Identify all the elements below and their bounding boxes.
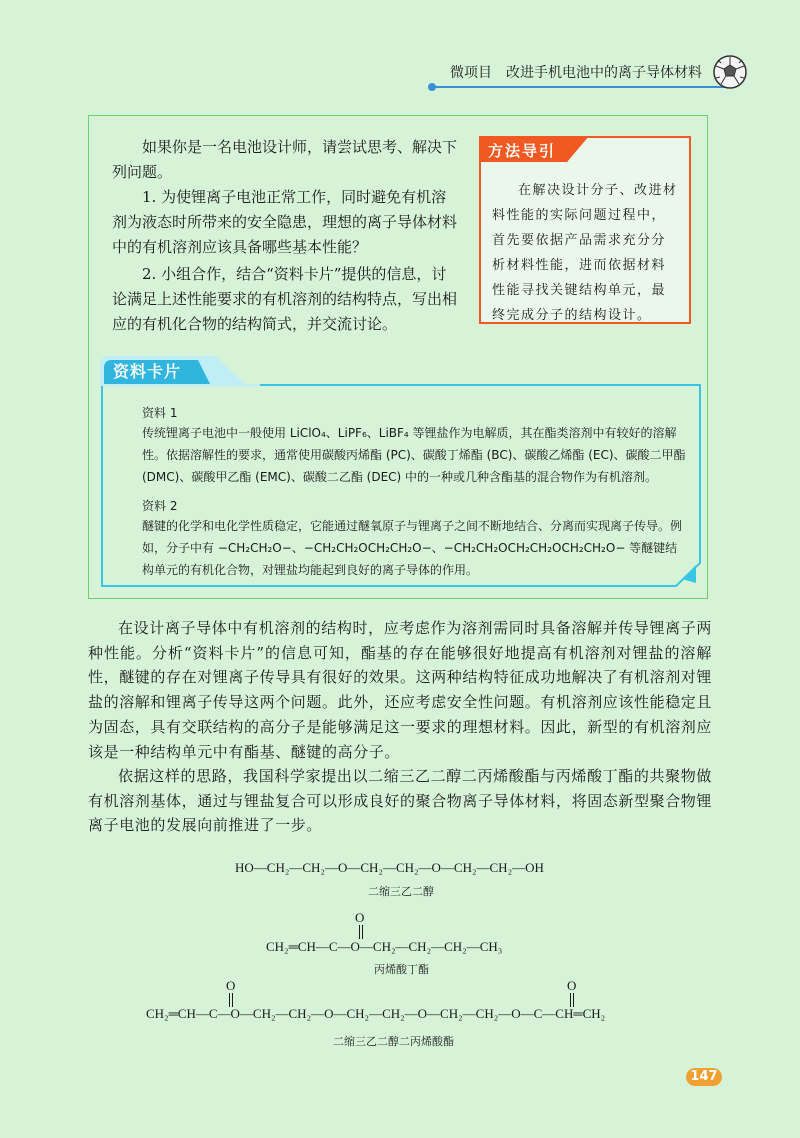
- formula-3-bond-right-b: [573, 993, 575, 1007]
- formula-2-name: 丙烯酸丁酯: [374, 963, 429, 976]
- formula-1-name: 二缩三乙二醇: [368, 885, 434, 898]
- question-intro: 如果你是一名电池设计师，请尝试思考、解决下列问题。: [112, 138, 458, 181]
- formula-3-carbonyl-o-right: O: [567, 978, 577, 993]
- formula-butyl-acrylate: CH₂═CH—C—O—CH₂—CH₂—CH₂—CH₃: [266, 939, 503, 954]
- resource-2-label: 资料 2: [142, 499, 178, 513]
- formula-3-carbonyl-o-left: O: [226, 978, 236, 993]
- resource-1-text: 传统锂离子电池中一般使用 LiClO₄、LiPF₆、LiBF₄ 等锂盐作为电解质，其在酯类溶剂中有较好的溶解性。依据溶解性的要求，通常使用碳酸丙烯酯 (PC)、碳酸丁烯酯 (BC)、碳酸乙烯酯 (EC)、碳酸二甲酯 (DMC)、碳酸甲乙酯 (EMC)、碳酸二乙酯 (DEC) 中的一种或几种含酯基的混合物作为有机溶剂。: [142, 426, 686, 484]
- question-2: 2. 小组合作，结合“资料卡片”提供的信息，讨论满足上述性能要求的有机溶剂的结构特点，写出相应的有机化合物的结构简式，并交流讨论。: [112, 265, 458, 333]
- header-dot: [428, 83, 436, 91]
- header-title: 微项目 改进手机电池中的离子导体材料: [450, 65, 702, 81]
- fullerene-icon: [712, 54, 748, 90]
- resource-1-label: 资料 1: [142, 406, 178, 420]
- formula-triethylene-glycol-diacrylate: CH₂═CH—C—O—CH₂—CH₂—O—CH₂—CH₂—O—CH₂—CH₂—O—C—CH═CH₂: [146, 1006, 606, 1021]
- formula-3-bond-right-a: [570, 993, 572, 1007]
- page-number: 147: [686, 1068, 722, 1086]
- body-paragraph-1: 在设计离子导体中有机溶剂的结构时，应考虑作为溶剂需同时具备溶解并传导锂离子两种性能。分析“资料卡片”的信息可知，酯基的存在能够很好地提高有机溶剂对锂盐的溶解性，醚键的存在对锂离子传导具有很好的效果。这两种结构特征成功地解决了有机溶剂对锂盐的溶解和锂离子传导这两个问题。此外，还应考虑安全性问题。有机溶剂应该性能稳定且为固态，具有交联结构的高分子是能够满足这一要求的理想材料。因此，新型的有机溶剂应该是一种结构单元中有酯基、醚键的高分子。: [88, 619, 713, 761]
- body-paragraph-2: 依据这样的思路，我国科学家提出以二缩三乙二醇二丙烯酸酯与丙烯酸丁酯的共聚物做有机溶剂基体，通过与锂盐复合可以形成良好的聚合物离子导体材料，将固态新型聚合物锂离子电池的发展向前推进了一步。: [88, 767, 713, 835]
- formula-triethylene-glycol: HO—CH₂—CH₂—O—CH₂—CH₂—O—CH₂—CH₂—OH: [235, 860, 544, 875]
- formula-2-carbonyl-o: O: [355, 910, 365, 925]
- formula-2-double-bond-right: [362, 925, 364, 939]
- data-card-title: 资料卡片: [113, 362, 182, 381]
- formula-3-bond-left-a: [229, 993, 231, 1007]
- formula-2-double-bond-left: [359, 925, 361, 939]
- formula-3-name: 二缩三乙二醇二丙烯酸酯: [333, 1035, 454, 1048]
- header-rule: [433, 86, 730, 88]
- formula-3-bond-left-b: [232, 993, 234, 1007]
- method-guide-text: 在解决设计分子、改进材料性能的实际问题过程中，首先要依据产品需求充分分析材料性能，进而依据材料性能寻找关键结构单元，最终完成分子的结构设计。: [492, 183, 678, 323]
- question-1: 1. 为使锂离子电池正常工作，同时避免有机溶剂为液态时所带来的安全隐患，理想的离子导体材料中的有机溶剂应该具备哪些基本性能？: [112, 188, 458, 256]
- resource-2-text: 醚键的化学和电化学性质稳定，它能通过醚氧原子与锂离子之间不断地结合、分离而实现离子传导。例如，分子中有 −CH₂CH₂O−、−CH₂CH₂OCH₂CH₂O−、−CH₂CH₂OCH₂CH₂OCH₂CH₂O− 等醚键结构单元的有机化合物，对锂盐均能起到良好的离子导体的作用。: [142, 519, 683, 577]
- method-guide-title: 方法导引: [488, 142, 557, 160]
